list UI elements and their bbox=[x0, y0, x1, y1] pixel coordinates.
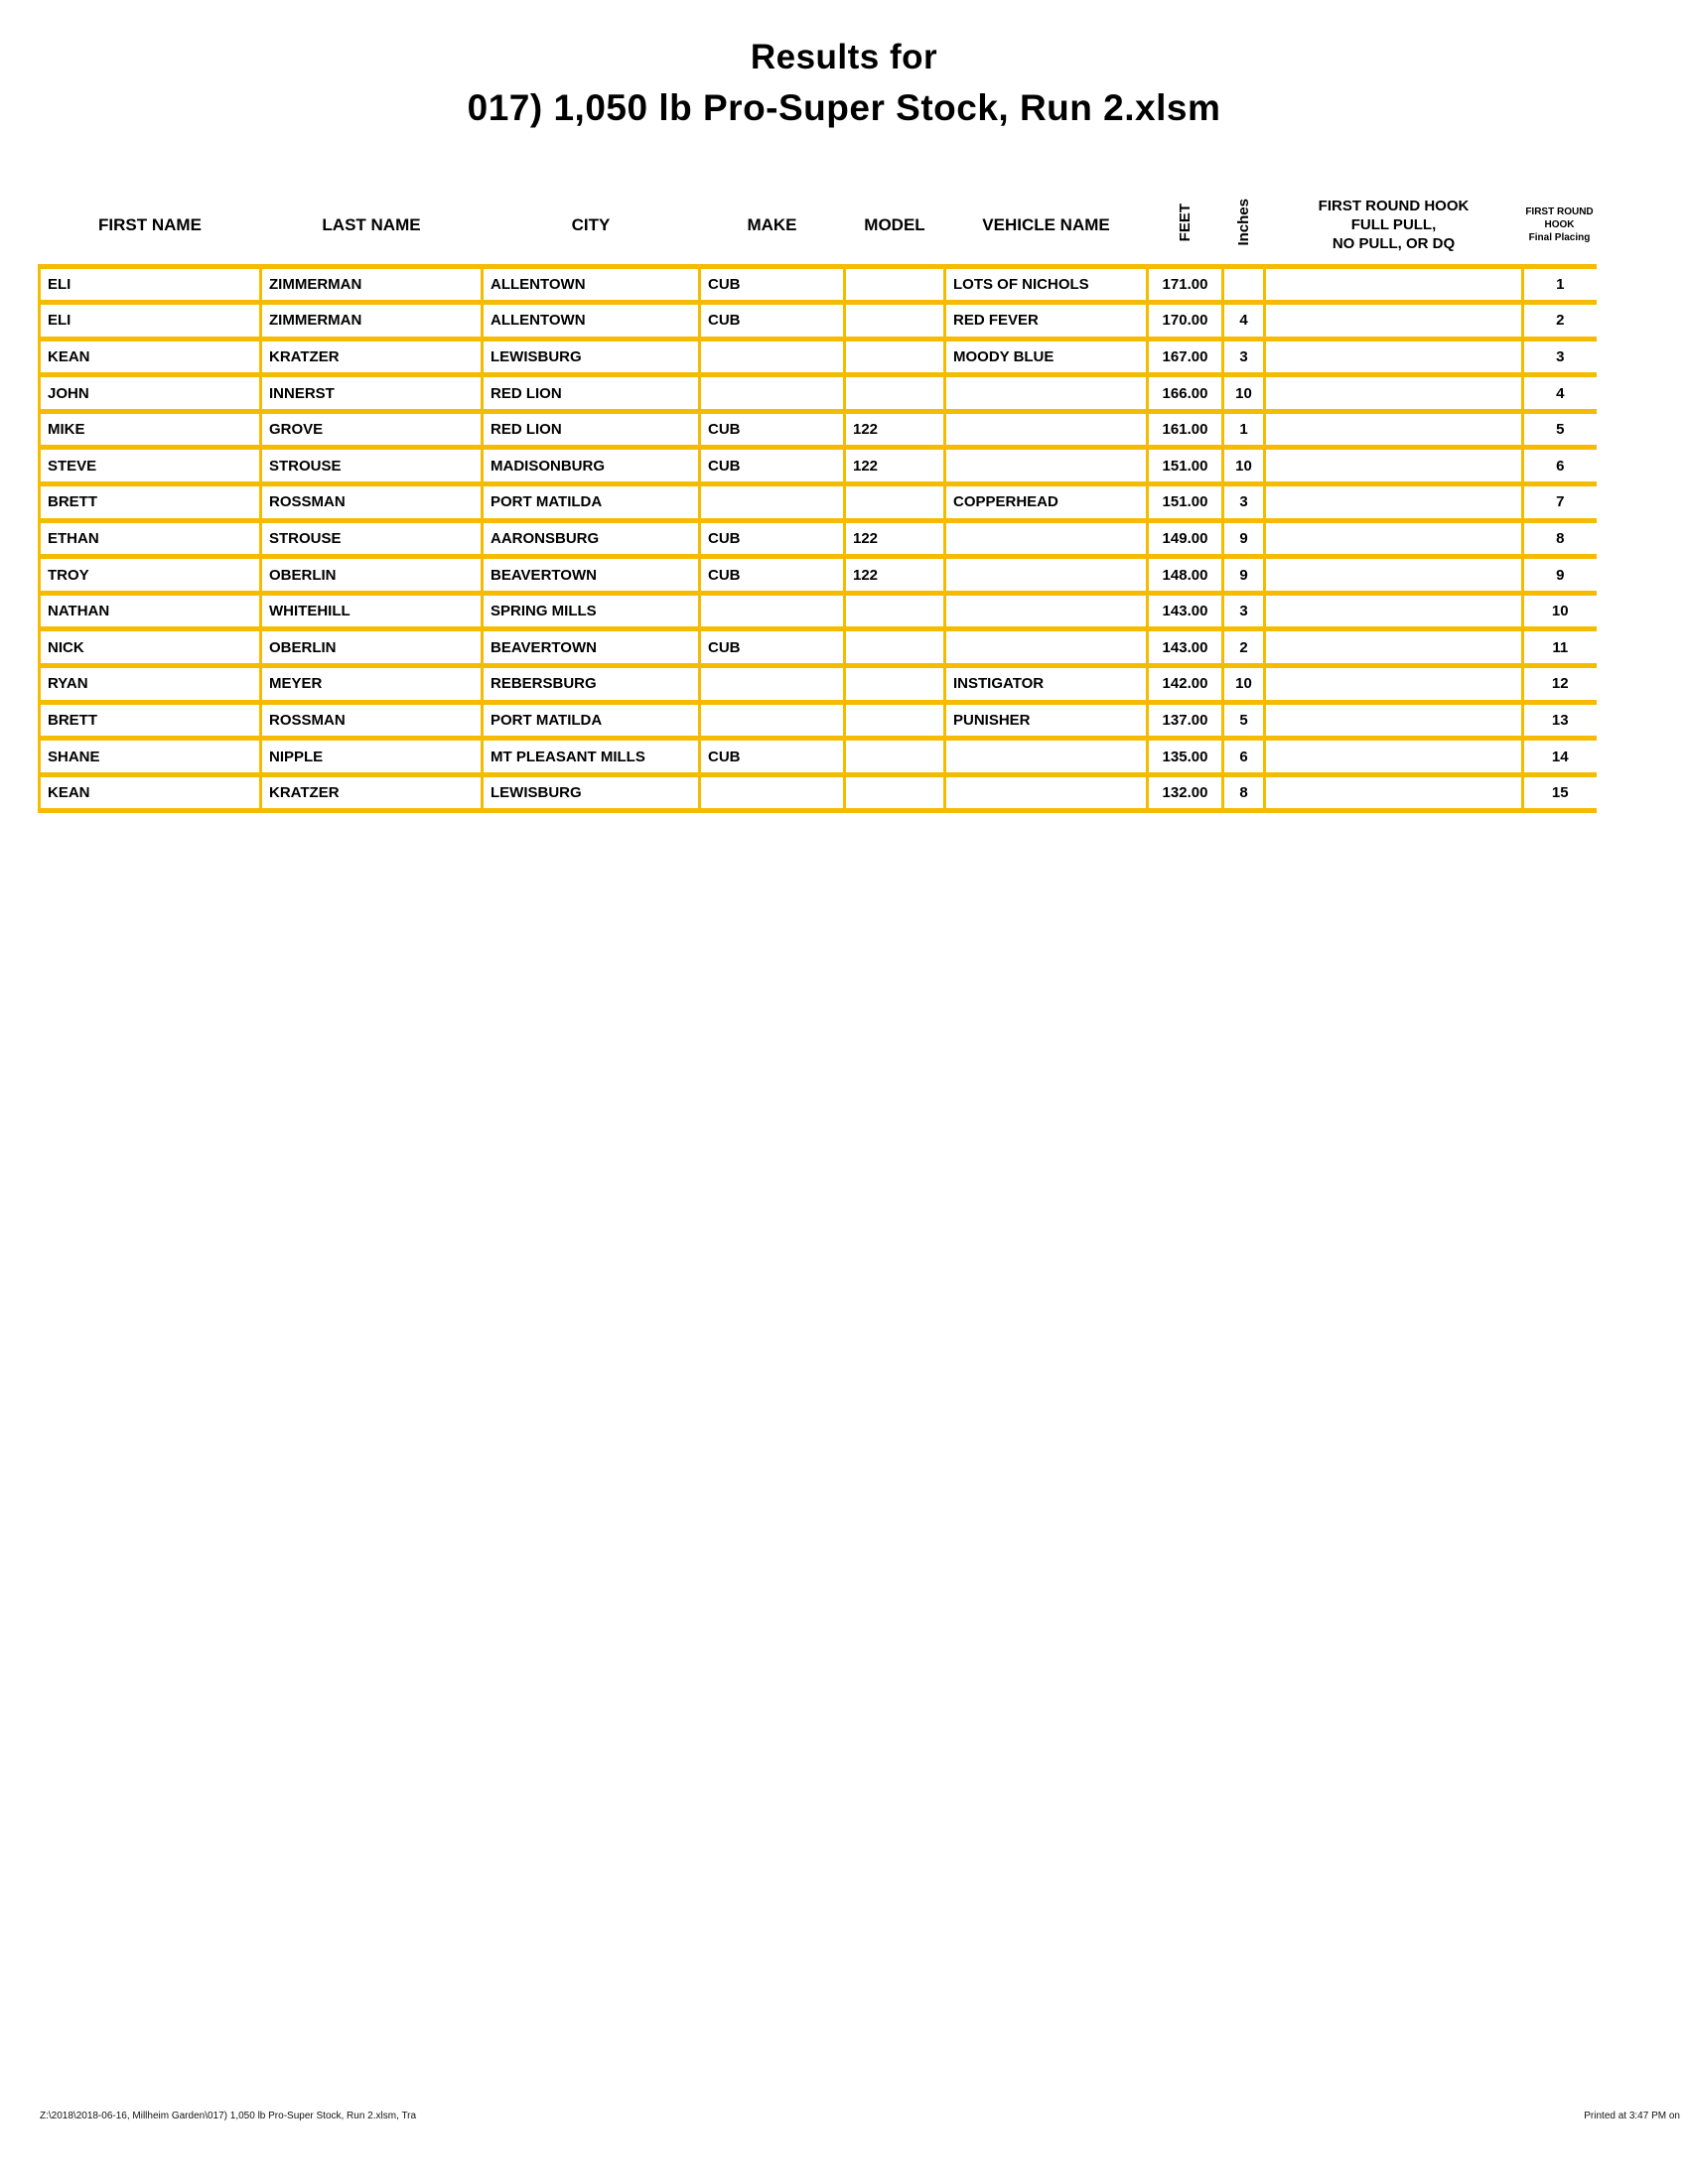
cell-hook bbox=[1265, 266, 1523, 303]
cell-vehicle bbox=[945, 593, 1148, 629]
cell-hook bbox=[1265, 702, 1523, 739]
cell-vehicle bbox=[945, 448, 1148, 484]
cell-model bbox=[845, 339, 945, 375]
footer-file-path: Z:\2018\2018-06-16, Millheim Garden\017) 1,050 lb Pro-Super Stock, Run 2.xlsm, Tra bbox=[40, 2111, 417, 2121]
cell-first: NICK bbox=[40, 629, 261, 666]
header-final-placing bbox=[1523, 187, 1597, 266]
cell-inches: 2 bbox=[1223, 629, 1265, 666]
cell-first: JOHN bbox=[40, 375, 261, 412]
cell-city: REBERSBURG bbox=[483, 666, 700, 703]
table-row bbox=[40, 629, 1597, 666]
page-title: Results for bbox=[750, 38, 938, 76]
cell-inches: 9 bbox=[1223, 557, 1265, 594]
cell-make bbox=[700, 774, 845, 811]
cell-make: CUB bbox=[700, 739, 845, 775]
cell-city: SPRING MILLS bbox=[483, 593, 700, 629]
cell-placing: 5 bbox=[1523, 411, 1597, 448]
header-feet bbox=[1148, 187, 1223, 266]
cell-first: KEAN bbox=[40, 339, 261, 375]
cell-vehicle bbox=[945, 629, 1148, 666]
cell-hook bbox=[1265, 593, 1523, 629]
cell-placing: 2 bbox=[1523, 303, 1597, 340]
cell-feet: 170.00 bbox=[1148, 303, 1223, 340]
cell-model bbox=[845, 484, 945, 521]
hook-header-line-2: FULL PULL, bbox=[1350, 216, 1437, 234]
cell-inches: 4 bbox=[1223, 303, 1265, 340]
results-table-body bbox=[40, 266, 1597, 811]
cell-make bbox=[700, 702, 845, 739]
cell-last: ZIMMERMAN bbox=[261, 303, 483, 340]
cell-city: ALLENTOWN bbox=[483, 266, 700, 303]
cell-placing: 7 bbox=[1523, 484, 1597, 521]
cell-first: MIKE bbox=[40, 411, 261, 448]
cell-city: LEWISBURG bbox=[483, 339, 700, 375]
cell-last: OBERLIN bbox=[261, 629, 483, 666]
cell-inches: 1 bbox=[1223, 411, 1265, 448]
cell-city: RED LION bbox=[483, 375, 700, 412]
cell-vehicle: RED FEVER bbox=[945, 303, 1148, 340]
cell-inches: 9 bbox=[1223, 520, 1265, 557]
hook-header-line-3: NO PULL, OR DQ bbox=[1332, 235, 1456, 253]
cell-city: MT PLEASANT MILLS bbox=[483, 739, 700, 775]
cell-make: CUB bbox=[700, 303, 845, 340]
cell-inches: 10 bbox=[1223, 448, 1265, 484]
table-row bbox=[40, 303, 1597, 340]
cell-feet: 167.00 bbox=[1148, 339, 1223, 375]
cell-last: WHITEHILL bbox=[261, 593, 483, 629]
cell-inches: 3 bbox=[1223, 484, 1265, 521]
cell-feet: 137.00 bbox=[1148, 702, 1223, 739]
cell-feet: 132.00 bbox=[1148, 774, 1223, 811]
cell-last: STROUSE bbox=[261, 448, 483, 484]
cell-hook bbox=[1265, 375, 1523, 412]
cell-make: CUB bbox=[700, 520, 845, 557]
cell-make bbox=[700, 339, 845, 375]
cell-placing: 1 bbox=[1523, 266, 1597, 303]
cell-first: ETHAN bbox=[40, 520, 261, 557]
cell-first: NATHAN bbox=[40, 593, 261, 629]
cell-last: STROUSE bbox=[261, 520, 483, 557]
cell-inches: 8 bbox=[1223, 774, 1265, 811]
cell-city: AARONSBURG bbox=[483, 520, 700, 557]
cell-last: INNERST bbox=[261, 375, 483, 412]
cell-first: RYAN bbox=[40, 666, 261, 703]
cell-inches: 5 bbox=[1223, 702, 1265, 739]
cell-feet: 143.00 bbox=[1148, 593, 1223, 629]
table-row bbox=[40, 774, 1597, 811]
placing-header-line-2: HOOK bbox=[1544, 219, 1575, 231]
table-row bbox=[40, 520, 1597, 557]
cell-make bbox=[700, 484, 845, 521]
cell-hook bbox=[1265, 484, 1523, 521]
cell-last: MEYER bbox=[261, 666, 483, 703]
header-first-name: FIRST NAME bbox=[98, 214, 202, 234]
cell-vehicle bbox=[945, 774, 1148, 811]
cell-model: 122 bbox=[845, 411, 945, 448]
cell-make bbox=[700, 666, 845, 703]
cell-first: KEAN bbox=[40, 774, 261, 811]
cell-city: LEWISBURG bbox=[483, 774, 700, 811]
cell-placing: 9 bbox=[1523, 557, 1597, 594]
cell-model bbox=[845, 739, 945, 775]
header-make: MAKE bbox=[747, 214, 797, 234]
cell-vehicle bbox=[945, 557, 1148, 594]
cell-city: ALLENTOWN bbox=[483, 303, 700, 340]
table-row bbox=[40, 266, 1597, 303]
cell-vehicle bbox=[945, 411, 1148, 448]
cell-hook bbox=[1265, 339, 1523, 375]
cell-last: KRATZER bbox=[261, 339, 483, 375]
table-row bbox=[40, 411, 1597, 448]
cell-last: KRATZER bbox=[261, 774, 483, 811]
table-row bbox=[40, 593, 1597, 629]
cell-vehicle bbox=[945, 520, 1148, 557]
cell-first: STEVE bbox=[40, 448, 261, 484]
cell-hook bbox=[1265, 629, 1523, 666]
cell-inches: 3 bbox=[1223, 593, 1265, 629]
header-inches bbox=[1223, 187, 1265, 266]
cell-placing: 11 bbox=[1523, 629, 1597, 666]
cell-last: OBERLIN bbox=[261, 557, 483, 594]
cell-placing: 14 bbox=[1523, 739, 1597, 775]
feet-rotated-label: FEET bbox=[1177, 204, 1194, 242]
cell-feet: 161.00 bbox=[1148, 411, 1223, 448]
header-row bbox=[40, 187, 1597, 266]
cell-model bbox=[845, 666, 945, 703]
cell-vehicle bbox=[945, 739, 1148, 775]
cell-vehicle: INSTIGATOR bbox=[945, 666, 1148, 703]
cell-city: BEAVERTOWN bbox=[483, 557, 700, 594]
cell-city: PORT MATILDA bbox=[483, 702, 700, 739]
cell-make: CUB bbox=[700, 448, 845, 484]
table-row bbox=[40, 448, 1597, 484]
cell-make: CUB bbox=[700, 629, 845, 666]
table-row bbox=[40, 702, 1597, 739]
cell-model: 122 bbox=[845, 557, 945, 594]
table-row bbox=[40, 557, 1597, 594]
cell-vehicle: LOTS OF NICHOLS bbox=[945, 266, 1148, 303]
header-last-name: LAST NAME bbox=[322, 214, 421, 234]
cell-inches: 10 bbox=[1223, 666, 1265, 703]
cell-make: CUB bbox=[700, 411, 845, 448]
cell-inches bbox=[1223, 266, 1265, 303]
cell-vehicle: PUNISHER bbox=[945, 702, 1148, 739]
cell-hook bbox=[1265, 411, 1523, 448]
cell-model bbox=[845, 774, 945, 811]
cell-first: SHANE bbox=[40, 739, 261, 775]
cell-model bbox=[845, 702, 945, 739]
table-row bbox=[40, 484, 1597, 521]
cell-feet: 151.00 bbox=[1148, 448, 1223, 484]
cell-placing: 3 bbox=[1523, 339, 1597, 375]
table-row bbox=[40, 666, 1597, 703]
cell-feet: 171.00 bbox=[1148, 266, 1223, 303]
cell-vehicle: COPPERHEAD bbox=[945, 484, 1148, 521]
cell-hook bbox=[1265, 666, 1523, 703]
cell-make bbox=[700, 593, 845, 629]
cell-placing: 13 bbox=[1523, 702, 1597, 739]
cell-city: BEAVERTOWN bbox=[483, 629, 700, 666]
cell-placing: 6 bbox=[1523, 448, 1597, 484]
cell-feet: 135.00 bbox=[1148, 739, 1223, 775]
cell-first: ELI bbox=[40, 266, 261, 303]
placing-header-line-3: Final Placing bbox=[1528, 232, 1591, 244]
cell-vehicle: MOODY BLUE bbox=[945, 339, 1148, 375]
cell-model: 122 bbox=[845, 448, 945, 484]
cell-first: ELI bbox=[40, 303, 261, 340]
cell-model bbox=[845, 629, 945, 666]
hook-header-line-1: FIRST ROUND HOOK bbox=[1318, 198, 1470, 215]
placing-header-line-1: FIRST ROUND bbox=[1525, 206, 1594, 218]
cell-last: ROSSMAN bbox=[261, 702, 483, 739]
cell-make: CUB bbox=[700, 266, 845, 303]
cell-last: ZIMMERMAN bbox=[261, 266, 483, 303]
cell-first: BRETT bbox=[40, 484, 261, 521]
cell-hook bbox=[1265, 739, 1523, 775]
cell-last: GROVE bbox=[261, 411, 483, 448]
cell-make bbox=[700, 375, 845, 412]
cell-model: 122 bbox=[845, 520, 945, 557]
cell-hook bbox=[1265, 774, 1523, 811]
cell-inches: 10 bbox=[1223, 375, 1265, 412]
cell-city: MADISONBURG bbox=[483, 448, 700, 484]
cell-placing: 12 bbox=[1523, 666, 1597, 703]
cell-vehicle bbox=[945, 375, 1148, 412]
cell-placing: 10 bbox=[1523, 593, 1597, 629]
results-table bbox=[38, 187, 1597, 813]
header-city: CITY bbox=[571, 214, 611, 234]
cell-make: CUB bbox=[700, 557, 845, 594]
cell-placing: 15 bbox=[1523, 774, 1597, 811]
cell-last: NIPPLE bbox=[261, 739, 483, 775]
cell-feet: 143.00 bbox=[1148, 629, 1223, 666]
title-block bbox=[0, 38, 1688, 129]
cell-hook bbox=[1265, 303, 1523, 340]
header-first-round-hook bbox=[1265, 187, 1523, 266]
cell-city: RED LION bbox=[483, 411, 700, 448]
cell-model bbox=[845, 375, 945, 412]
cell-feet: 142.00 bbox=[1148, 666, 1223, 703]
cell-placing: 8 bbox=[1523, 520, 1597, 557]
cell-inches: 3 bbox=[1223, 339, 1265, 375]
table-row bbox=[40, 739, 1597, 775]
cell-model bbox=[845, 303, 945, 340]
header-model: MODEL bbox=[864, 214, 925, 234]
cell-inches: 6 bbox=[1223, 739, 1265, 775]
cell-city: PORT MATILDA bbox=[483, 484, 700, 521]
cell-first: TROY bbox=[40, 557, 261, 594]
cell-hook bbox=[1265, 520, 1523, 557]
cell-hook bbox=[1265, 557, 1523, 594]
page-subtitle: 017) 1,050 lb Pro-Super Stock, Run 2.xlsm bbox=[467, 87, 1221, 128]
cell-placing: 4 bbox=[1523, 375, 1597, 412]
cell-feet: 148.00 bbox=[1148, 557, 1223, 594]
footer-printed-at: Printed at 3:47 PM on bbox=[1584, 2111, 1680, 2121]
cell-feet: 166.00 bbox=[1148, 375, 1223, 412]
cell-first: BRETT bbox=[40, 702, 261, 739]
table-row bbox=[40, 339, 1597, 375]
table-row bbox=[40, 375, 1597, 412]
inches-rotated-label: Inches bbox=[1235, 199, 1252, 247]
cell-feet: 151.00 bbox=[1148, 484, 1223, 521]
cell-last: ROSSMAN bbox=[261, 484, 483, 521]
cell-hook bbox=[1265, 448, 1523, 484]
header-vehicle-name: VEHICLE NAME bbox=[982, 214, 1110, 234]
cell-model bbox=[845, 593, 945, 629]
table-header bbox=[40, 187, 1597, 266]
cell-model bbox=[845, 266, 945, 303]
cell-feet: 149.00 bbox=[1148, 520, 1223, 557]
